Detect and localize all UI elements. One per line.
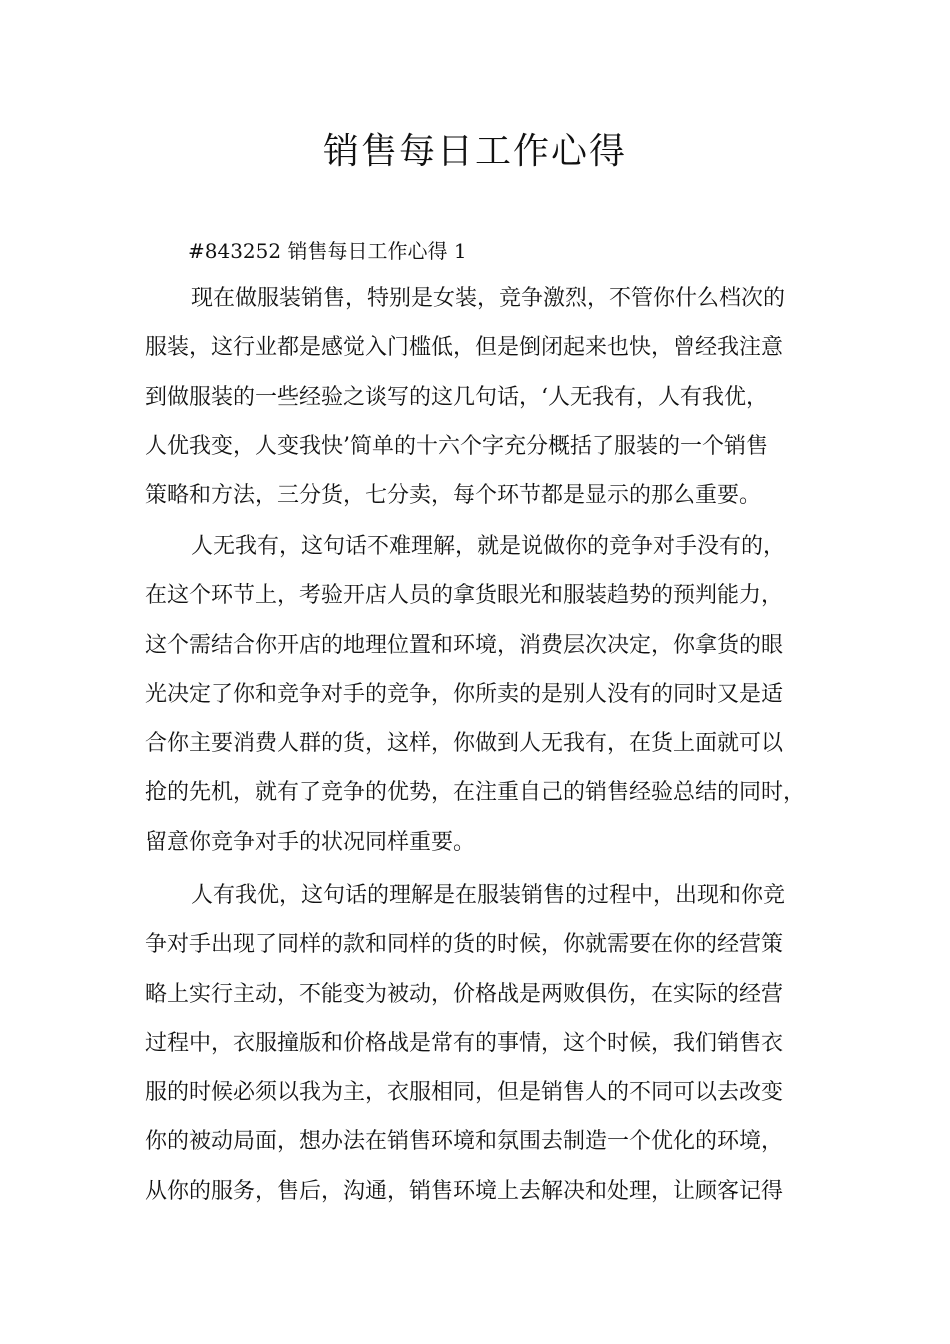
paragraph-line: 留意你竞争对手的状况同样重要。: [145, 829, 476, 855]
paragraph-line: 争对手出现了同样的款和同样的货的时候，你就需要在你的经营策: [145, 932, 784, 958]
paragraph-line: 服装，这行业都是感觉入门槛低，但是倒闭起来也快，曾经我注意: [145, 335, 784, 361]
paragraph-line: 到做服装的一些经验之谈写的这几句话，‘人无我有，人有我优，: [145, 384, 768, 410]
paragraph-line: 过程中，衣服撞版和价格战是常有的事情，这个时候，我们销售衣: [145, 1030, 784, 1056]
paragraph-line: 抢的先机，就有了竞争的优势，在注重自己的销售经验总结的同时，: [145, 780, 806, 806]
paragraph-line: 现在做服装销售，特别是女装，竞争激烈，不管你什么档次的: [191, 286, 786, 311]
paragraph-line: 策略和方法，三分货，七分卖，每个环节都是显示的那么重要。: [145, 483, 762, 509]
document-title: 销售每日工作心得: [322, 131, 627, 172]
paragraph-line: 人有我优，这句话的理解是在服装销售的过程中，出现和你竞: [191, 883, 786, 908]
document-subtitle: #843252 销售每日工作心得 1: [188, 239, 467, 263]
paragraph-line: 服的时候必须以我为主，衣服相同，但是销售人的不同可以去改变: [145, 1080, 784, 1106]
paragraph-line: 从你的服务，售后，沟通，销售环境上去解决和处理，让顾客记得: [145, 1178, 784, 1204]
paragraph-line: 人无我有，这句话不难理解，就是说做你的竞争对手没有的，: [191, 534, 786, 559]
paragraph-line: 你的被动局面，想办法在销售环境和氛围去制造一个优化的环境，: [145, 1129, 784, 1155]
paragraph-line: 在这个环节上，考验开店人员的拿货眼光和服装趋势的预判能力，: [145, 583, 784, 609]
paragraph-line: 人优我变，人变我快’简单的十六个字充分概括了服装的一个销售: [145, 433, 768, 459]
paragraph-line: 合你主要消费人群的货，这样，你做到人无我有，在货上面就可以: [145, 731, 784, 757]
paragraph-3: [145, 871, 825, 1216]
paragraph-line: 光决定了你和竞争对手的竞争，你所卖的是别人没有的同时又是适: [145, 681, 784, 707]
paragraph-2: [145, 522, 825, 867]
paragraph-line: 这个需结合你开店的地理位置和环境，消费层次决定，你拿货的眼: [145, 632, 784, 658]
paragraph-1: [145, 274, 825, 520]
paragraph-line: 略上实行主动，不能变为被动，价格战是两败俱伤，在实际的经营: [145, 981, 784, 1007]
